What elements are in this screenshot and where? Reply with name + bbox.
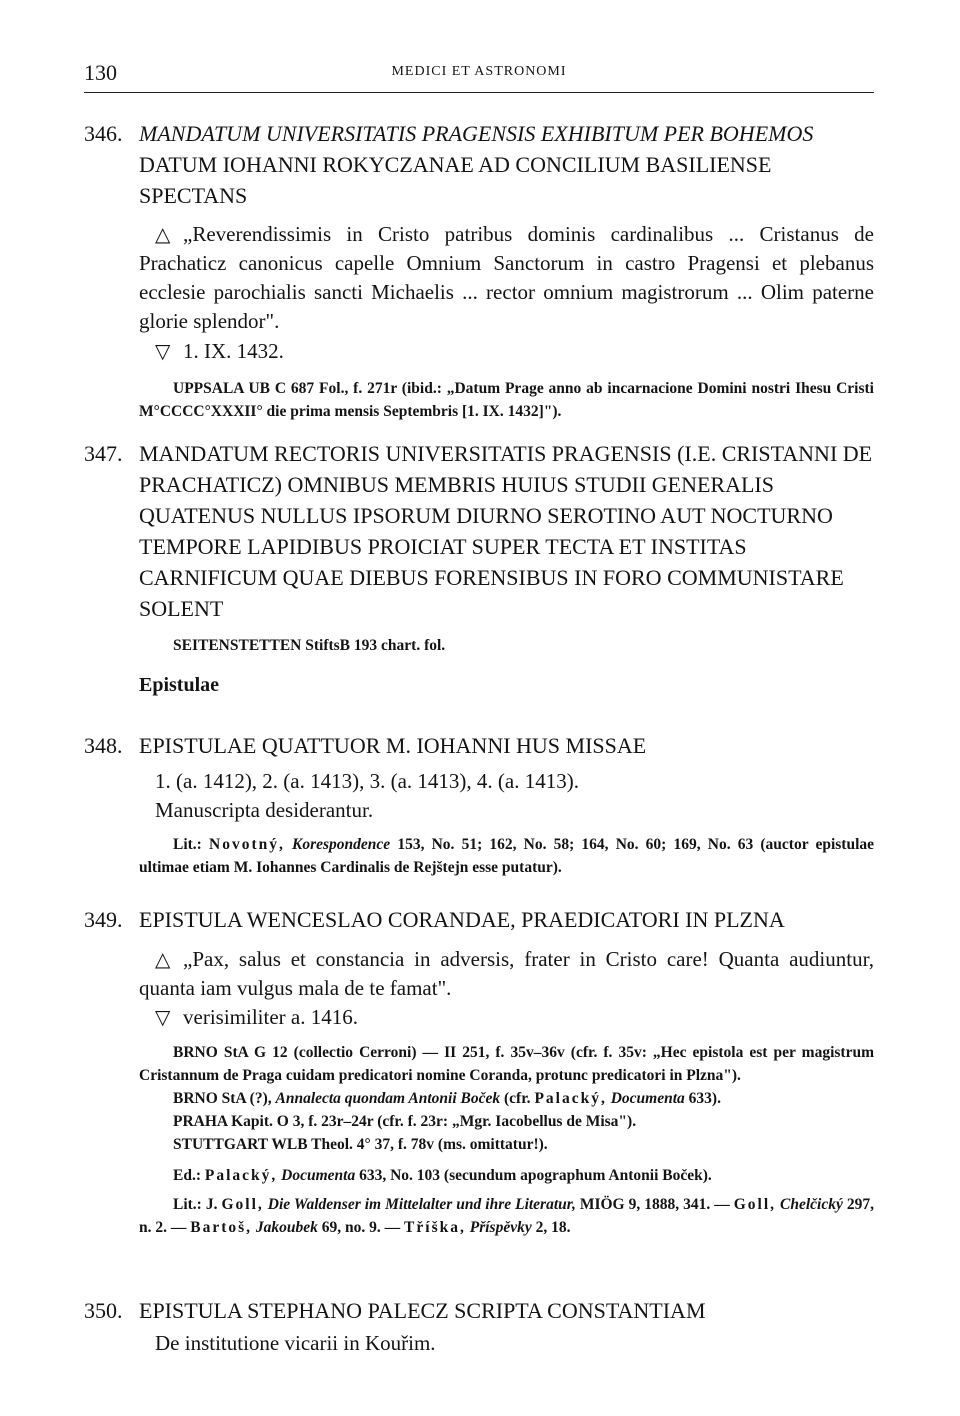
- subject-text: De institutione vicarii in Kouřim.: [155, 1331, 436, 1355]
- ms2-f: 633).: [684, 1090, 721, 1107]
- date-text: 1. IX. 1432.: [183, 339, 284, 363]
- lit-rest: MIÖG 9, 1888, 341. —: [575, 1196, 734, 1213]
- manuscript-note-4: [84, 1133, 874, 1156]
- manuscript-text: STUTTGART WLB Theol. 4° 37, f. 78v (ms. omittatur!).: [173, 1136, 548, 1153]
- entry-number: 347.: [84, 441, 123, 466]
- literature-note: [84, 833, 874, 879]
- entry-title-text: EPISTULA STEPHANO PALECZ SCRIPTA CONSTANTIAM: [139, 1298, 706, 1323]
- manuscript-text: BRNO StA G 12 (collectio Cerroni) — II 251, f. 35v–36v (cfr. f. 35v: „Hec epistola est per magistrum Cristannum de Praga cuidam predicatori nomine Coranda, protunc predicatori in Plzna").: [139, 1044, 874, 1084]
- running-title: MEDICI ET ASTRONOMI: [391, 64, 567, 79]
- entry-title: [84, 1295, 874, 1326]
- page-header: [84, 60, 874, 93]
- entry-title: [84, 438, 874, 624]
- manuscript-text: SEITENSTETTEN StiftsB 193 chart. fol.: [173, 637, 446, 654]
- explicit-triangle-icon: ▽: [155, 1005, 171, 1029]
- incipit-paragraph: [84, 220, 874, 336]
- lit-work: Korespondence: [292, 836, 391, 853]
- entry-title-text: EPISTULA WENCESLAO CORANDAE, PRAEDICATORI IN PLZNA: [139, 907, 785, 932]
- ms2-e: Documenta: [610, 1090, 685, 1107]
- manuscript-text: UPPSALA UB C 687 Fol., f. 271r (ibid.: „Datum Prage anno ab incarnacione Domini nostri Ihesu Cristi M°CCCC°XXXII° die prima mensis Septembris [1. IX. 1432]").: [139, 380, 874, 420]
- incipit-triangle-icon: △: [155, 222, 171, 246]
- lit-rest: 297, n. 2. —: [139, 1196, 874, 1236]
- manuscript-note: [84, 377, 874, 423]
- entry-number: 348.: [84, 733, 123, 758]
- letters-line: [84, 767, 874, 796]
- incipit-paragraph: [84, 945, 874, 1003]
- ed-work: Documenta: [281, 1167, 356, 1184]
- lit-author: Bartoš,: [190, 1219, 253, 1236]
- ed-rest: 633, No. 103 (secundum apographum Antonii Boček).: [355, 1167, 712, 1184]
- ed-label: Ed.:: [173, 1167, 205, 1184]
- entry-349: [84, 904, 874, 1239]
- lit-work: Die Waldenser im Mittelalter und ihre Literatur,: [267, 1196, 576, 1213]
- section-heading: Epistulae: [139, 674, 220, 696]
- ms2-a: BRNO StA (?),: [173, 1090, 276, 1107]
- edition-note: [84, 1164, 874, 1187]
- manuscript-note-2: [84, 1087, 874, 1110]
- entry-title: [84, 118, 874, 211]
- entry-title: [84, 904, 874, 935]
- date-line: [84, 1003, 874, 1032]
- manuscript-note-3: [84, 1110, 874, 1133]
- entry-348: [84, 730, 874, 879]
- entry-346: [84, 118, 874, 423]
- manuscripts-line: [84, 796, 874, 825]
- entry-347: [84, 438, 874, 657]
- incipit-text: „Pax, salus et constancia in adversis, frater in Cristo care! Quanta audiuntur, quanta iam vulgus mala de te famat".: [139, 947, 874, 1000]
- explicit-triangle-icon: ▽: [155, 339, 171, 363]
- entry-350: [84, 1295, 874, 1358]
- entry-number: 350.: [84, 1298, 123, 1323]
- ms2-b: Annalecta quondam Antonii Boček: [275, 1090, 501, 1107]
- lit-author: Goll,: [733, 1196, 777, 1213]
- ms2-d: Palacký,: [534, 1090, 607, 1107]
- ms2-c: (cfr.: [500, 1090, 535, 1107]
- ed-author: Palacký,: [204, 1167, 278, 1184]
- literature-note: [84, 1193, 874, 1239]
- entry-title-rest: DATUM IOHANNI ROKYCZANAE AD CONCILIUM BASILIENSE SPECTANS: [139, 152, 772, 208]
- lit-work: Příspěvky: [469, 1219, 532, 1236]
- lit-author: Goll,: [221, 1196, 264, 1213]
- entry-number: 346.: [84, 121, 123, 146]
- lit-rest: 2, 18.: [531, 1219, 571, 1236]
- subject-line: [84, 1329, 874, 1358]
- entry-title: [84, 730, 874, 761]
- entry-title-italic: MANDATUM UNIVERSITATIS PRAGENSIS EXHIBITUM PER BOHEMOS: [139, 121, 814, 146]
- date-text: verisimiliter a. 1416.: [183, 1005, 358, 1029]
- lit-author: Novotný,: [209, 836, 285, 853]
- page-number: 130: [84, 60, 117, 85]
- lit-work: Chelčický: [780, 1196, 843, 1213]
- manuscript-note: [84, 634, 874, 657]
- entry-title-text: EPISTULAE QUATTUOR M. IOHANNI HUS MISSAE: [139, 733, 647, 758]
- lit-work: Jakoubek: [255, 1219, 318, 1236]
- manuscript-note-1: [84, 1041, 874, 1087]
- letters-text: 1. (a. 1412), 2. (a. 1413), 3. (a. 1413), 4. (a. 1413).: [155, 769, 579, 793]
- date-line: [84, 337, 874, 366]
- entry-number: 349.: [84, 907, 123, 932]
- lit-rest: 69, no. 9. —: [317, 1219, 405, 1236]
- entry-title-text: MANDATUM RECTORIS UNIVERSITATIS PRAGENSIS (I.E. CRISTANNI DE PRACHATICZ) OMNIBUS MEMBRIS HUIUS STUDII GENERALIS QUATENUS NULLUS IPSORUM DIURNO SEROTINO AUT NOCTURNO TEMPORE LAPIDIBUS PROICIAT SUPER TECTA ET INSTITAS CARNIFICUM QUAE DIEBUS FORENSIBUS IN FORO COMMUNISTARE SOLENT: [139, 441, 873, 621]
- lit-rest: 153, No. 51; 162, No. 58; 164, No. 60; 169, No. 63 (auctor epistulae ultimae etiam M. Iohannes Cardinalis de Rejštejn esse putatur).: [139, 836, 875, 876]
- lit-label: Lit.:: [173, 836, 209, 853]
- incipit-text: „Reverendissimis in Cristo patribus dominis cardinalibus ... Cristanus de Prachaticz canonicus capelle Omnium Sanctorum in castro Pragensi et plebanus ecclesie parochialis sancti Michaelis ... rector omnium magistrorum ... Olim paterne glorie splendor".: [139, 222, 874, 333]
- incipit-triangle-icon: △: [155, 947, 171, 971]
- manuscript-text: PRAHA Kapit. O 3, f. 23r–24r (cfr. f. 23r: „Mgr. Iacobellus de Misa").: [173, 1113, 637, 1130]
- lit-label: Lit.: J.: [173, 1196, 222, 1213]
- manuscripts-text: Manuscripta desiderantur.: [155, 798, 374, 822]
- lit-author: Tříška,: [404, 1219, 466, 1236]
